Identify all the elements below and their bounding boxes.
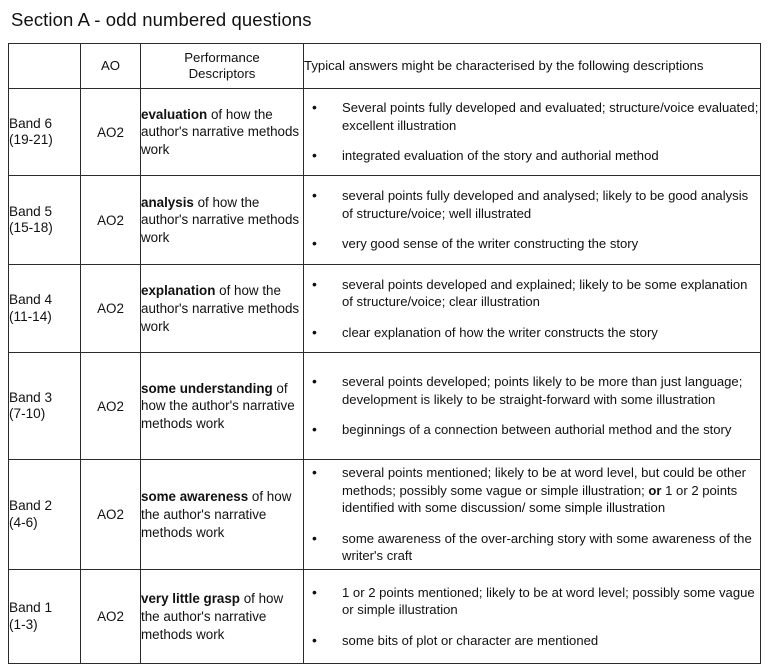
list-item: • some bits of plot or character are mentioned — [304, 632, 760, 650]
performance-descriptor — [141, 570, 304, 664]
table-row — [9, 570, 761, 664]
assessment-rubric-table — [8, 43, 761, 664]
page-title: Section A - odd numbered questions — [11, 9, 312, 30]
band-label — [9, 176, 81, 265]
list-item: • several points developed and explained; likely to be some explanation of structure/voice; clear illustration — [304, 276, 760, 311]
typical-answers — [304, 89, 761, 176]
typical-answers — [304, 265, 761, 353]
list-item: • some awareness of the over-arching story with some awareness of the writer's craft — [304, 530, 760, 565]
bullet-list — [304, 584, 760, 650]
ao-label: AO2 — [81, 460, 141, 570]
performance-descriptor — [141, 89, 304, 176]
performance-descriptor — [141, 353, 304, 460]
table-row — [9, 89, 761, 176]
header-descriptors-line2: Descriptors — [188, 66, 256, 82]
band-name: Band 5 — [9, 203, 53, 219]
band-label — [9, 89, 81, 176]
band-name: Band 3 — [9, 389, 53, 405]
ao-label: AO2 — [81, 89, 141, 176]
bullet-list — [304, 99, 760, 165]
header-band — [9, 44, 81, 89]
band-label — [9, 353, 81, 460]
typical-answers — [304, 176, 761, 265]
list-item: • several points mentioned; likely to be at word level, but could be other methods; possibly some vague or simple illustration; or 1 or 2 points identified with some discussion/ some simple illustration — [304, 464, 760, 517]
header-ao: AO — [81, 44, 141, 89]
bullet-list — [304, 373, 760, 439]
descriptor-text: of how the author's narrative methods work — [141, 194, 300, 246]
list-item: • Several points fully developed and evaluated; structure/voice evaluated; excellent illustration — [304, 99, 760, 134]
table-row — [9, 265, 761, 353]
ao-label: AO2 — [81, 353, 141, 460]
header-typical-answers: Typical answers might be characterised by the following descriptions — [304, 44, 761, 89]
band-label — [9, 570, 81, 664]
table-row — [9, 176, 761, 265]
ao-label: AO2 — [81, 176, 141, 265]
list-item: • integrated evaluation of the story and authorial method — [304, 147, 760, 165]
typical-answers — [304, 353, 761, 460]
performance-descriptor — [141, 460, 304, 570]
list-item: • clear explanation of how the writer constructs the story — [304, 324, 760, 342]
list-item: • several points fully developed and analysed; likely to be good analysis of structure/voice; well illustrated — [304, 187, 760, 222]
list-item: • beginnings of a connection between authorial method and the story — [304, 421, 760, 439]
list-item: • very good sense of the writer constructing the story — [304, 235, 760, 253]
band-name: Band 4 — [9, 292, 53, 308]
table-header-row — [9, 44, 761, 89]
descriptor-text: of how the author's narrative methods work — [141, 489, 292, 540]
ao-label: AO2 — [81, 265, 141, 353]
band-range: (19-21) — [9, 132, 53, 148]
performance-descriptor — [141, 176, 304, 265]
table-row — [9, 353, 761, 460]
typical-answers — [304, 570, 761, 664]
typical-answers — [304, 460, 761, 570]
bullet-list — [304, 276, 760, 342]
descriptor-keyword: some awareness — [141, 489, 249, 505]
band-name: Band 2 — [9, 498, 53, 514]
performance-descriptor — [141, 265, 304, 353]
descriptor-keyword: evaluation — [141, 106, 208, 122]
descriptor-keyword: analysis — [141, 194, 194, 210]
descriptor-keyword: explanation — [141, 283, 216, 299]
bullet-list — [304, 464, 760, 565]
band-range: (11-14) — [9, 308, 52, 324]
descriptor-text: of how the author's narrative methods work — [141, 106, 300, 158]
band-range: (7-10) — [9, 406, 46, 422]
band-range: (4-6) — [9, 514, 38, 530]
band-label — [9, 460, 81, 570]
descriptor-keyword: some understanding — [141, 380, 273, 396]
list-item: • 1 or 2 points mentioned; likely to be at word level; possibly some vague or simple illustration — [304, 584, 760, 619]
descriptor-text: of how the author's narrative methods work — [141, 380, 295, 432]
header-performance-descriptors — [141, 44, 304, 89]
band-range: (15-18) — [9, 220, 53, 236]
band-name: Band 6 — [9, 115, 53, 131]
band-range: (1-3) — [9, 616, 38, 632]
descriptor-text: of how the author's narrative methods work — [141, 283, 300, 334]
table-row — [9, 460, 761, 570]
band-label — [9, 265, 81, 353]
table-body — [9, 44, 761, 664]
ao-label: AO2 — [81, 570, 141, 664]
list-item: • several points developed; points likely to be more than just language; development is likely to be straight-forward with some illustration — [304, 373, 760, 408]
header-descriptors-line1: Performance — [184, 50, 260, 66]
bullet-list — [304, 187, 760, 253]
descriptor-keyword: very little grasp — [141, 591, 240, 607]
band-name: Band 1 — [9, 600, 53, 616]
descriptor-text: of how the author's narrative methods work — [141, 591, 284, 642]
